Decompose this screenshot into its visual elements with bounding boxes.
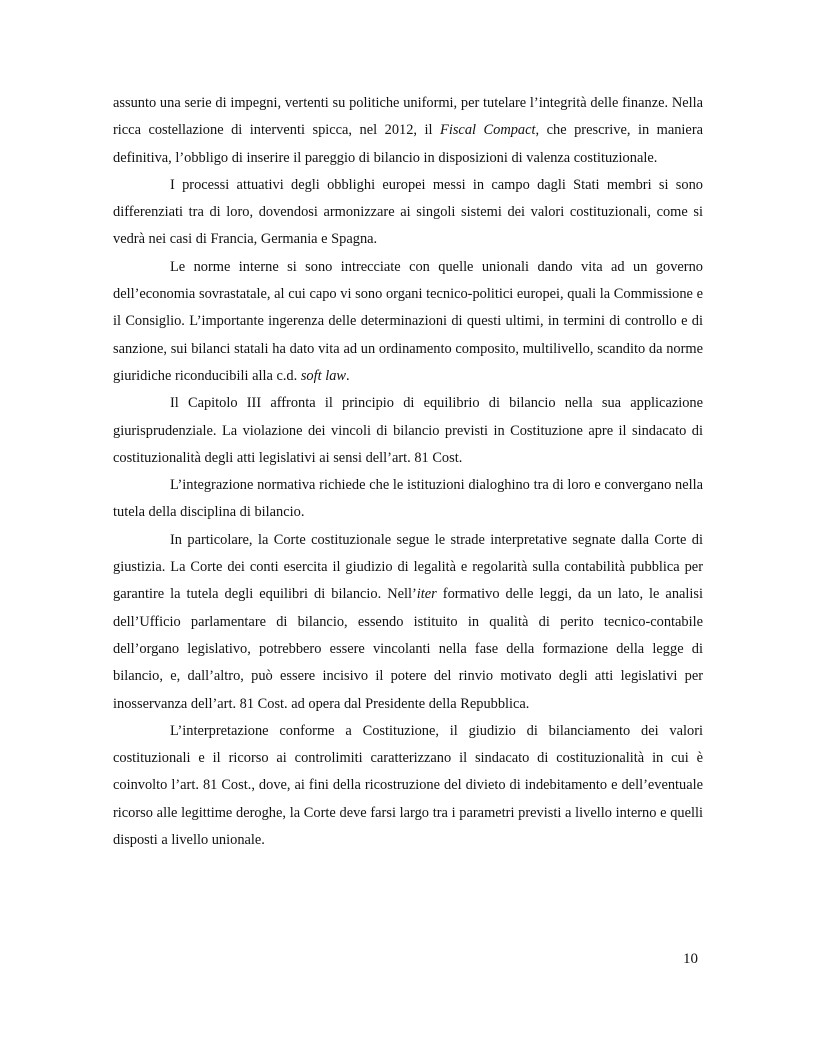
paragraph-2-text: I processi attuativi degli obblighi europei messi in campo dagli Stati membri si sono differenziati tra di loro, dovendosi armonizzare ai singoli sistemi dei valori costituzionali, come si vedrà nei casi di Francia, Germania e Spagna. [113,176,703,248]
paragraph-4-text: Il Capitolo III affronta il principio di equilibrio di bilancio nella sua applicazione giurisprudenziale. La violazione dei vincoli di bilancio previsti in Costituzione apre il sindacato di costituzionalità degli atti legislativi ai sensi dell’art. 81 Cost. [113,395,703,466]
paragraph-3-text-2: . [346,367,350,384]
paragraph-5-text: L’integrazione normativa richiede che le istituzioni dialoghino tra di loro e convergano nella tutela della disciplina di bilancio. [113,477,703,521]
fiscal-compact-term: Fiscal Compact [440,122,536,139]
paragraph-1 [113,90,703,172]
paragraph-2 [113,172,703,254]
paragraph-7 [113,718,703,854]
paragraph-7-text: L’interpretazione conforme a Costituzione, il giudizio di bilanciamento dei valori costituzionali e il ricorso ai controlimiti caratterizzano il sindacato di costituzionalità in cui è coinvolto l’art. 81 Cost., dove, ai fini della ricostruzione del divieto di indebitamento e dell’eventuale ricorso alle legittime deroghe, la Corte deve farsi largo tra i parametri previsti a livello interno e quelli disposti a livello unionale. [113,722,703,849]
paragraph-1-text-2: , che prescrive, in maniera definitiva, l’obbligo di inserire il pareggio di bilancio in disposizioni di valenza costituzionale. [113,122,703,166]
paragraph-5 [113,472,703,527]
page-number: 10 [683,951,698,967]
soft-law-term: soft law [300,367,347,384]
paragraph-1-text-1: assunto una serie di impegni, vertenti su politiche uniformi, per tutelare l’integrità delle finanze. Nella ricca costellazione di interventi spicca, nel 2012, il [113,95,703,139]
paragraph-6 [113,527,703,718]
paragraph-3 [113,254,703,390]
paragraph-6-text-1: In particolare, la Corte costituzionale segue le strade interpretative segnate dalla Corte di giustizia. La Corte dei conti esercita il giudizio di legalità e regolarità sulla contabilità pubblica per garantire la tutela degli equilibri di bilancio. Nell’ [113,531,703,603]
body-text [113,90,703,854]
paragraph-3-text-1: Le norme interne si sono intrecciate con quelle unionali dando vita ad un governo dell’economia sovrastatale, al cui capo vi sono organi tecnico-politici europei, quali la Commissione e il Consiglio. L’importante ingerenza delle determinazioni di questi ultimi, in termini di controllo e di sanzione, sui bilanci statali ha dato vita ad un ordinamento composito, multilivello, scandito da norme giuridiche riconducibili alla c.d. [113,258,703,384]
paragraph-4 [113,390,703,472]
paragraph-6-text-2: formativo delle leggi, da un lato, le analisi dell’Ufficio parlamentare di bilancio, essendo istituito in qualità di perito tecnico-contabile dell’organo legislativo, potrebbero essere vincolanti nella fase della formazione della legge di bilancio, e, dall’altro, può essere incisivo il potere del rinvio motivato degli atti legislativi per inosservanza dell’art. 81 Cost. ad opera dal Presidente della Repubblica. [113,586,703,712]
iter-term: iter [416,586,437,603]
